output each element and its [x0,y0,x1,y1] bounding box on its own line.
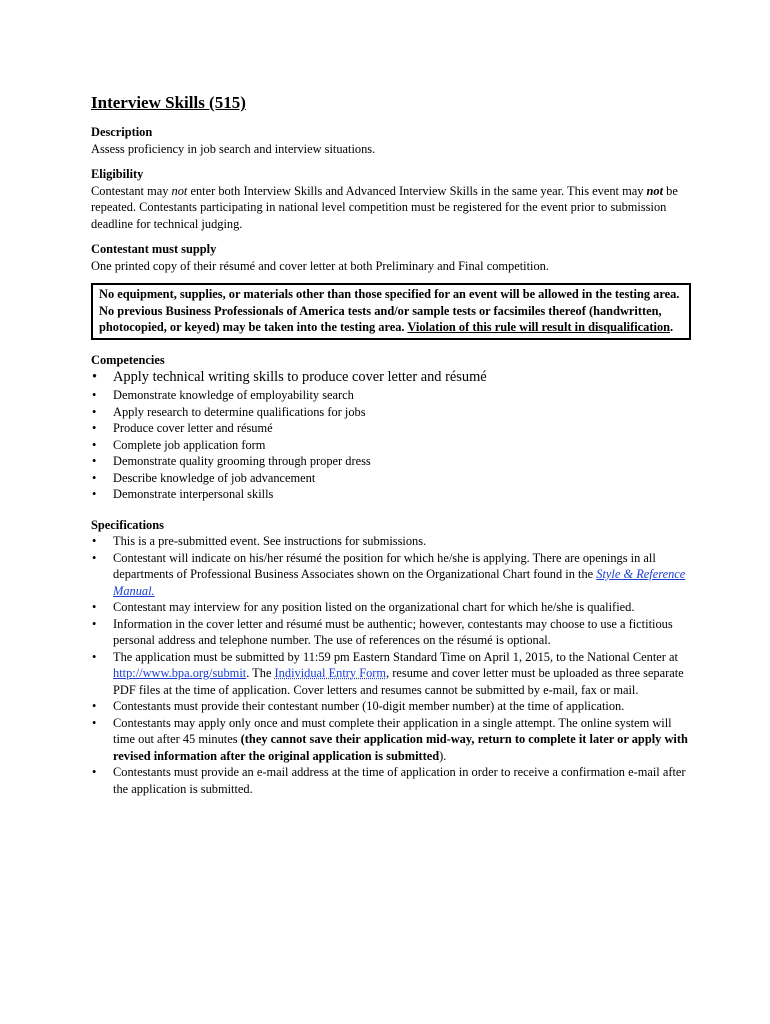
bullet-icon: • [92,534,97,548]
list-item [91,437,691,454]
notice-period: . [670,320,674,334]
bullet-icon: • [92,388,97,402]
competency-text: Complete job application form [113,437,266,452]
list-item [91,698,691,715]
notice-line2 [99,303,683,336]
list-item [91,715,691,765]
bullet-icon: • [92,454,97,468]
eligibility-text [91,183,691,233]
description-text: Assess proficiency in job search and interview situations. [91,141,376,156]
competency-text: Demonstrate knowledge of employability search [113,388,354,402]
competency-text: Describe knowledge of job advancement [113,470,316,485]
list-item [91,387,691,404]
bullet-icon: • [92,616,97,631]
list-item [91,420,691,437]
list-item [91,470,691,487]
bullet-icon: • [92,699,97,713]
supply-heading: Contestant must supply [91,242,217,256]
list-item [91,649,691,699]
violation-text: Violation of this rule will result in disqualification [407,320,671,334]
supply-text: One printed copy of their résumé and cover letter at both Preliminary and Final competition. [91,258,549,273]
competencies-list [91,368,691,503]
eligibility-not2: not [646,183,664,198]
competencies-heading: Competencies [91,352,165,367]
eligibility-heading: Eligibility [91,167,144,181]
spec-text: This is a pre-submitted event. See instructions for submissions. [113,534,427,548]
list-item [91,486,691,503]
competency-text: Apply research to determine qualifications for jobs [113,404,366,419]
bullet-icon: • [92,649,97,664]
page-title: Interview Skills (515) [91,93,246,112]
bpa-submit-link[interactable]: http://www.bpa.org/submit [113,666,247,680]
spec-text: Information in the cover letter and résumé must be authentic; however, contestants may choose to use a fictitious personal address and telephone number. The use of references on the résumé is optional. [113,616,673,647]
specifications-heading: Specifications [91,517,164,532]
notice-box [91,283,691,340]
competency-text: Apply technical writing skills to produce cover letter and résumé [113,369,487,385]
spec-text: Contestants must provide their contestant number (10-digit member number) at the time of application. [113,699,625,713]
competency-text: Produce cover letter and résumé [113,421,273,435]
list-item [91,533,691,550]
list-item [91,599,691,616]
spec-text: Contestants may apply only once and must complete their application in a single attempt. The online system will time out after 45 minutes [113,715,672,746]
bullet-icon: • [92,437,97,452]
list-item [91,453,691,470]
bullet-icon: • [92,487,97,501]
list-item [91,404,691,421]
eligibility-part2: enter both Interview Skills and Advanced Interview Skills in the same year. This event may [187,183,647,198]
bullet-icon: • [92,765,97,779]
competency-text: Demonstrate quality grooming through proper dress [113,454,371,468]
list-item [91,616,691,649]
eligibility-part3: be repeated. Contestants participating in national level competition must be registered for the event prior to submission deadline for technical judging. [91,183,678,231]
spec-text: Contestants must provide an e-mail address at the time of application in order to receive a confirmation e-mail after the application is submitted. [113,765,686,796]
bullet-icon: • [92,421,97,435]
competency-text: Demonstrate interpersonal skills [113,487,274,501]
style-reference-manual-link[interactable]: Style & Reference Manual. [113,567,686,598]
section-gap [91,503,691,517]
bullet-icon: • [92,470,97,485]
document-content [91,92,691,797]
bullet-icon: • [92,369,98,385]
description-heading: Description [91,125,153,139]
notice-line1: No equipment, supplies, or materials other than those specified for an event will be allowed in the testing area. [99,287,680,301]
spec-text: The application must be submitted by 11:59 pm Eastern Standard Time on April 1, 2015, to the National Center at [113,649,678,664]
list-item [91,764,691,797]
notice-line2-text: No previous Business Professionals of America tests and/or sample tests or facsimiles thereof (handwritten, photocopied, or keyed) may be taken into the testing area. [99,303,662,334]
spec-text: ). [439,748,447,763]
bullet-icon: • [92,715,97,730]
list-item [91,368,691,387]
eligibility-not1: not [171,183,188,198]
specifications-list [91,533,691,797]
bullet-icon: • [92,550,97,565]
list-item [91,550,691,600]
bullet-icon: • [92,404,97,419]
eligibility-part1: Contestant may [91,183,172,198]
individual-entry-form-link[interactable]: Individual Entry Form [274,666,387,680]
spec-text: Contestant may interview for any position listed on the organizational chart for which he/she is qualified. [113,600,635,614]
spec-text: Contestant will indicate on his/her résumé the position for which he/she is applying. There are openings in all departments of Professional Business Associates shown on the Organizational Chart found in the [113,550,656,581]
spec-bold-text: (they cannot save their application mid-way, return to complete it later or apply with revised information after the original application is submitted [113,732,688,763]
bullet-icon: • [92,600,97,614]
spec-text: , resume and cover letter must be uploaded as three separate PDF files at the time of application. Cover letters and resumes cannot be submitted by e-mail, fax or mail. [113,666,684,697]
spec-text: . The [246,666,275,680]
